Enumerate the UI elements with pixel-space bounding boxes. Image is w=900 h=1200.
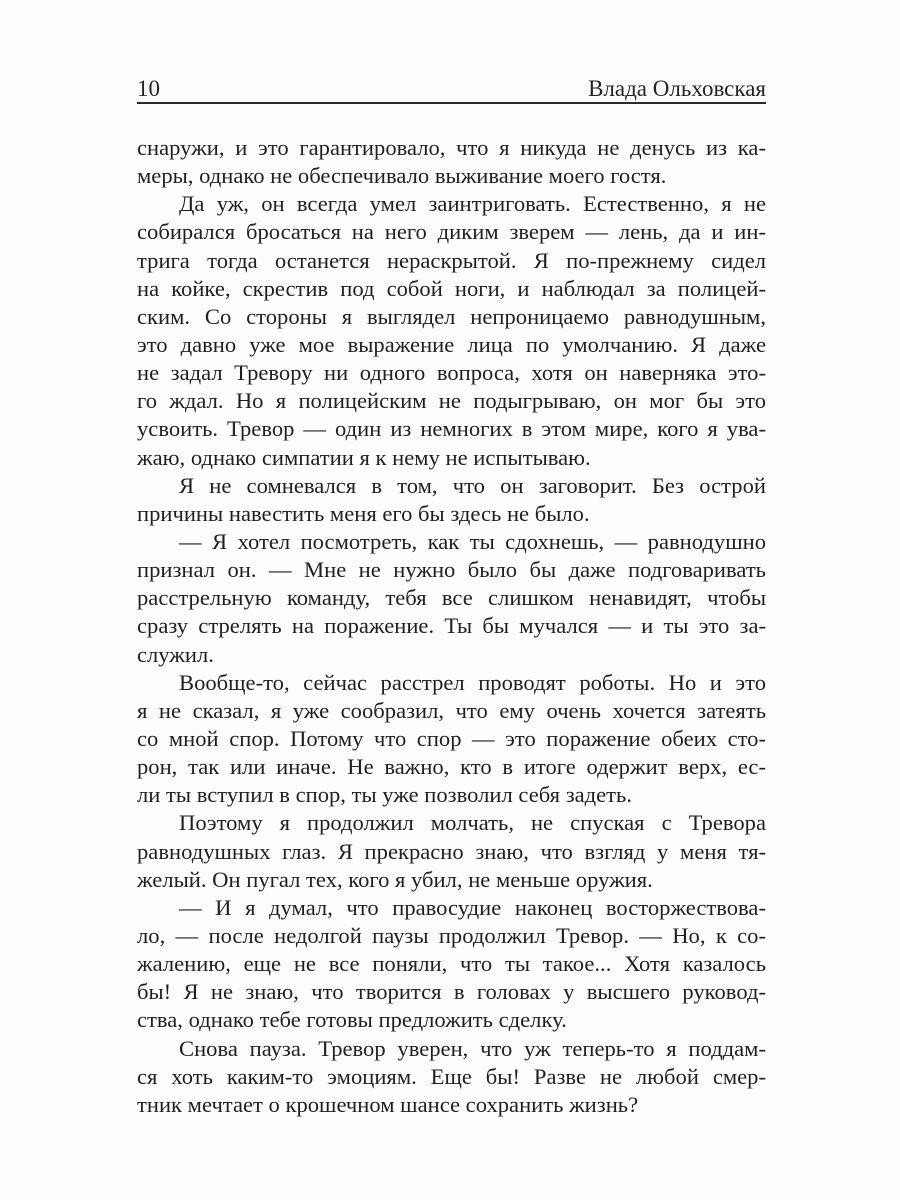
text-line: трига тогда останется нераскрытой. Я по-прежнему сидел (137, 247, 766, 273)
text-line: рон, так или иначе. Не важно, кто в итоге одержит верх, ес- (137, 754, 766, 780)
text-line: расстрельную команду, тебя все слишком ненавидят, чтобы (137, 585, 766, 611)
text-line: не задал Тревору ни одного вопроса, хотя он наверняка это- (137, 360, 766, 386)
text-line: жаю, однако симпатии я к нему не испытываю. (137, 444, 591, 470)
text-line: ли ты вступил в спор, ты уже позволил себя задеть. (137, 782, 632, 808)
text-line: тник мечтает о крошечном шансе сохранить жизнь? (137, 1091, 639, 1117)
text-line: равнодушных глаз. Я прекрасно знаю, что взгляд у меня тя- (137, 838, 766, 864)
text-line: ским. Со стороны я выглядел непроницаемо равнодушным, (137, 303, 766, 329)
text-line: на койке, скрестив под собой ноги, и наблюдал за полицей- (137, 275, 766, 301)
text-line: Я не сомневался в том, что он заговорит. Без острой (179, 472, 766, 498)
text-line: это давно уже мое выражение лица по умолчанию. Я даже (137, 331, 766, 357)
text-line: Снова пауза. Тревор уверен, что уж теперь-то я поддам- (179, 1035, 766, 1061)
text-line: ства, однако тебе готовы предложить сделку. (137, 1007, 567, 1033)
text-line: собирался бросаться на него диким зверем — лень, да и ин- (137, 219, 766, 245)
running-head-author: Влада Ольховская (588, 76, 766, 101)
running-head (137, 76, 766, 102)
text-line: со мной спор. Потому что спор — это поражение обеих сто- (137, 725, 766, 751)
text-line: — Я хотел посмотреть, как ты сдохнешь, — равнодушно (179, 528, 766, 554)
text-line: признал он. — Мне не нужно было бы даже подговаривать (137, 557, 766, 583)
body-text (137, 134, 766, 1119)
text-line: служил. (137, 641, 214, 667)
text-line: Поэтому я продолжил молчать, не спуская с Тревора (179, 810, 766, 836)
text-line: усвоить. Тревор — один из немногих в этом мире, кого я ува- (137, 416, 766, 442)
text-line: — И я думал, что правосудие наконец восторжествова- (179, 894, 766, 920)
header-rule (137, 102, 766, 104)
text-line: Да уж, он всегда умел заинтриговать. Естественно, я не (179, 191, 766, 217)
text-line: причины навестить меня его бы здесь не было. (137, 500, 590, 526)
text-line: жалению, еще не все поняли, что ты такое... Хотя казалось (137, 951, 766, 977)
text-line: сразу стрелять на поражение. Ты бы мучался — и ты это за- (137, 613, 766, 639)
text-line: го ждал. Но я полицейским не подыгрываю, он мог бы это (137, 388, 766, 414)
text-line: я не сказал, я уже сообразил, что ему очень хочется затеять (137, 697, 766, 723)
text-line: снаружи, и это гарантировало, что я никуда не денусь из ка- (137, 135, 766, 160)
text-line: меры, однако не обеспечивало выживание моего гостя. (137, 163, 667, 189)
text-line: ся хоть каким-то эмоциям. Еще бы! Разве не любой смер- (137, 1063, 766, 1089)
page-number: 10 (137, 76, 160, 101)
text-line: ло, — после недолгой паузы продолжил Тревор. — Но, к со- (137, 922, 766, 948)
text-line: Вообще-то, сейчас расстрел проводят роботы. Но и это (179, 669, 766, 695)
text-line: бы! Я не знаю, что творится в головах у высшего руковод- (137, 979, 766, 1005)
text-line: желый. Он пугал тех, кого я убил, не меньше оружия. (137, 866, 653, 892)
